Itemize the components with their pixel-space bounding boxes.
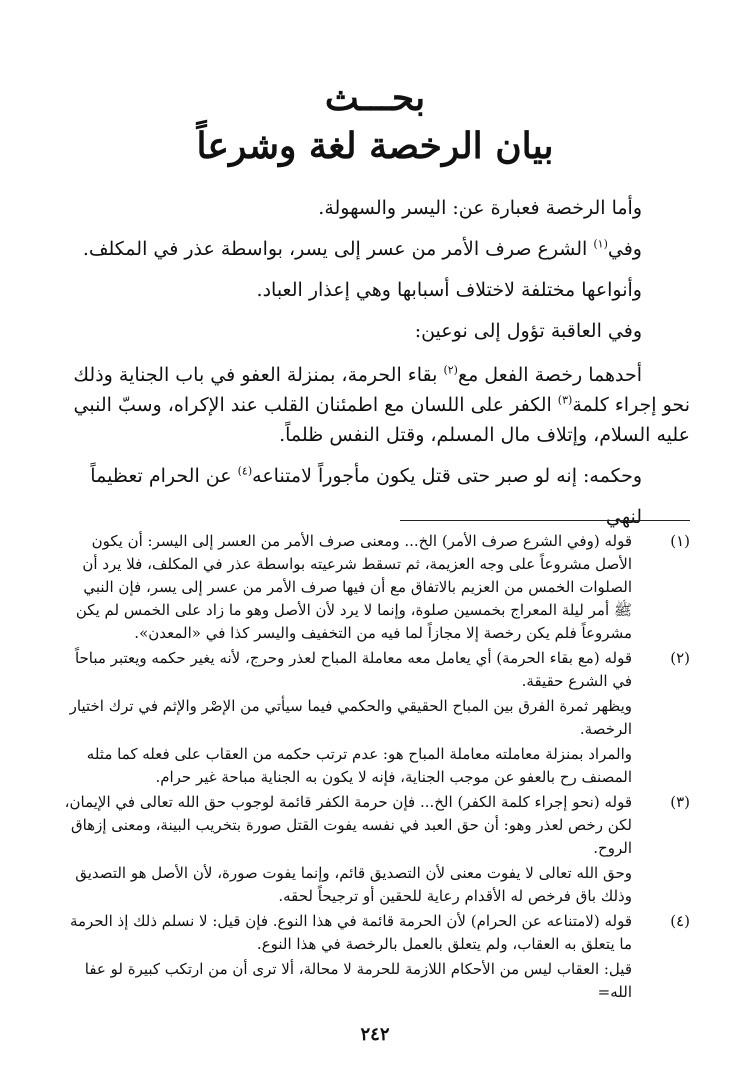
footnote-number: (٢)	[670, 649, 690, 667]
footnote-text: ويظهر ثمرة الفرق بين المباح الحقيقي والحكمي فيما سيأتي من الإصْر والإثم في ترك اختيار الرخصة.	[69, 697, 632, 738]
footnote-ref: (٣)	[557, 393, 573, 407]
footnote-ref: (١)	[593, 237, 608, 251]
footnotes	[62, 530, 696, 1006]
paragraph: وفي العاقبة تؤول إلى نوعين:	[414, 320, 642, 342]
paragraph: وحكمه: إنه لو صبر حتى قتل يكون مأجوراً لامتناعه$^{(٤)}$ عن الحرام تعظيماً لنهي	[90, 464, 642, 528]
page-number: ٢٤٢	[360, 1024, 390, 1045]
footnote	[62, 647, 696, 789]
footnote-ref: (٤)	[237, 464, 253, 478]
footnote-text: قيل: العقاب ليس من الأحكام اللازمة للحرمة لا محالة، ألا ترى أن من ارتكب كبيرة لو عفا الله=	[84, 960, 632, 1001]
footnote-text: قوله (لامتناعه عن الحرام) لأن الحرمة قائمة في هذا النوع. فإن قيل: لا نسلم ذلك إذ الحرمة ما يتعلق به العقاب، ولم يتعلق بالعمل بالرخصة في هذا النوع.	[69, 912, 632, 953]
footnote	[62, 791, 696, 908]
paragraph: وفي$^{(١)}$ الشرع صرف الأمر من عسر إلى يسر، بواسطة عذر في المكلف.	[82, 237, 642, 260]
footnote-text: قوله (نحو إجراء كلمة الكفر) الخ... فإن حرمة الكفر قائمة لوجوب حق الله تعالى في الإيمان، لكن رخص لعذر وهو: أن حق العبد في نفسه يفوت القتل صورة بتخريب البينة، ومعنى إزهاق الروح.	[64, 793, 632, 857]
footnote	[62, 910, 696, 1004]
footnote-number: (٤)	[670, 912, 690, 930]
main-text	[62, 188, 690, 538]
footnote-text: والمراد بمنزلة معاملته معاملة المباح هو: عدم ترتب حكمه من العقاب على فعله كما مثله المصنف رح بالعفو عن موجب الجناية، فإنه لا يكون به الجناية مباحة غير حرام.	[86, 745, 632, 786]
footnote-number: (٣)	[670, 793, 690, 811]
paragraph: أحدهما رخصة الفعل مع$^{(٢)}$ بقاء الحرمة، بمنزلة العفو في باب الجناية وذلك نحو إجراء كلمة$^{(٣)}$ الكفر على اللسان مع اطمئنان القلب عند الإكراه، وسبّ النبي عليه السلام، وإتلاف مال المسلم، وقتل النفس ظلماً.	[73, 363, 690, 446]
footnote	[62, 530, 696, 645]
footnote-divider	[400, 520, 690, 521]
footnote-text: وحق الله تعالى لا يفوت معنى لأن التصديق قائم، وإنما يفوت صورة، لأن الأصل هو التصديق وذلك باق فرخص له الأقدام رعاية للحقين أو ترجيحاً لحقه.	[75, 864, 632, 905]
paragraph: وأنواعها مختلفة لاختلاف أسبابها وهي إعذار العباد.	[256, 279, 642, 301]
paragraph: وأما الرخصة فعبارة عن: اليسر والسهولة.	[318, 197, 642, 219]
footnote-text: قوله (وفي الشرع صرف الأمر) الخ... ومعنى صرف الأمر من العسر إلى اليسر: أن يكون الأصل مشروعاً على وجه العزيمة، ثم تسقط شرعيته بواسطة عذر في المكلف، فلا يرد أن الصلوات الخمس من العزيم بالاتفاق مع أن فيها صرف الأمر من عسر إلى يسر، فإن النبي ﷺ أمر ليلة المعراج بخمسين صلوة، وإنما لا يرد لأن الأصل وهو ما زاد على الخمس لم يكن مشروعاً فلم يكن رخصة إلا مجازاً لما فيه من التخفيف واليسر كذا في «المعدن».	[75, 532, 632, 642]
section-heading: بحـــث	[324, 77, 426, 119]
section-subtitle: بيان الرخصة لغة وشرعاً	[196, 125, 554, 167]
footnote-number: (١)	[670, 532, 690, 550]
footnote-ref: (٢)	[443, 363, 458, 377]
footnote-text: قوله (مع بقاء الحرمة) أي يعامل معه معاملة المباح لعذر وحرج، لأنه يغير حكمه ويعتبر مباحاً في الشرع حقيقة.	[74, 649, 632, 690]
